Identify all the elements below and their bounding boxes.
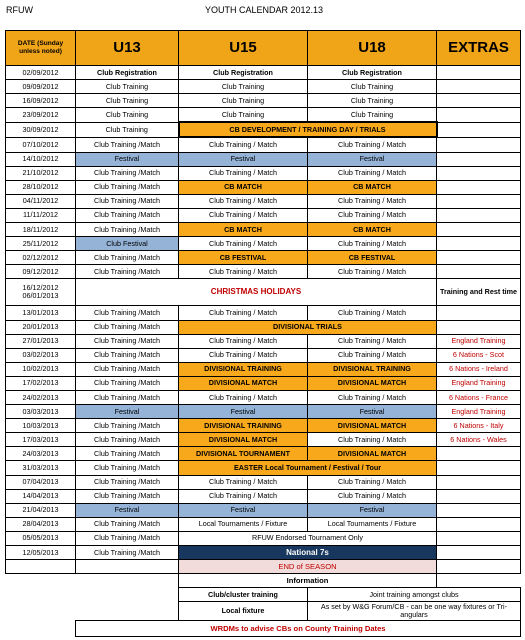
u13-cell: Club Training /Match xyxy=(76,208,179,222)
u18-cell: Festival xyxy=(308,405,437,419)
date-cell: 11/11/2012 xyxy=(6,208,76,222)
u15-cell: Club Training / Match xyxy=(179,265,308,279)
u18-cell: Club Training / Match xyxy=(308,489,437,503)
fixture-label: Local fixture xyxy=(179,602,308,621)
table-row xyxy=(6,279,521,306)
info-fixture-row xyxy=(6,602,521,621)
table-row xyxy=(6,362,521,376)
table-row xyxy=(6,320,521,334)
date-cell: 10/03/2013 xyxy=(6,419,76,433)
table-row xyxy=(6,546,521,560)
table-row xyxy=(6,194,521,208)
date-cell: 16/12/2012 06/01/2013 xyxy=(6,279,76,306)
u18-cell: Festival xyxy=(308,152,437,166)
empty-cell xyxy=(437,560,521,574)
u13-cell: Club Training /Match xyxy=(76,376,179,390)
empty-cell xyxy=(76,588,179,602)
u18-cell: Club Training xyxy=(308,108,437,123)
u15-column-header: U15 xyxy=(179,31,308,66)
u13-cell: Club Training /Match xyxy=(76,137,179,152)
empty-cell xyxy=(76,560,179,574)
u18-cell: Club Training / Match xyxy=(308,334,437,348)
u15-cell: CB FESTIVAL xyxy=(179,251,308,265)
table-row xyxy=(6,180,521,194)
date-cell: 09/09/2012 xyxy=(6,80,76,94)
u18-cell: Club Training / Match xyxy=(308,306,437,320)
u13-cell: Club Training xyxy=(76,94,179,108)
u18-cell: Club Training / Match xyxy=(308,166,437,180)
u18-cell: CB FESTIVAL xyxy=(308,251,437,265)
u15-cell: Club Training / Match xyxy=(179,334,308,348)
u13-cell: Club Training /Match xyxy=(76,166,179,180)
u13-cell: Club Training /Match xyxy=(76,251,179,265)
table-row xyxy=(6,152,521,166)
table-row xyxy=(6,433,521,447)
u18-cell: CB MATCH xyxy=(308,223,437,237)
table-row xyxy=(6,503,521,517)
date-cell: 18/11/2012 xyxy=(6,223,76,237)
u15-cell: Club Training / Match xyxy=(179,348,308,362)
table-row xyxy=(6,251,521,265)
table-row xyxy=(6,348,521,362)
extras-cell xyxy=(437,94,521,108)
date-column-header: DATE (Sunday unless noted) xyxy=(6,31,76,66)
date-cell: 10/02/2013 xyxy=(6,362,76,376)
u18-cell: Club Training / Match xyxy=(308,237,437,251)
date-cell: 03/02/2013 xyxy=(6,348,76,362)
extras-cell xyxy=(437,251,521,265)
u13-cell: Club Training /Match xyxy=(76,362,179,376)
extras-cell xyxy=(437,152,521,166)
extras-cell: England Training xyxy=(437,376,521,390)
date-cell: 16/09/2012 xyxy=(6,94,76,108)
table-row xyxy=(6,447,521,461)
extras-cell xyxy=(437,517,521,531)
date-cell: 21/04/2013 xyxy=(6,503,76,517)
date-cell: 12/05/2013 xyxy=(6,546,76,560)
table-row xyxy=(6,66,521,80)
extras-cell xyxy=(437,531,521,545)
u13-cell: Club Training /Match xyxy=(76,531,179,545)
date-cell: 17/03/2013 xyxy=(6,433,76,447)
empty-cell xyxy=(6,588,76,602)
empty-cell xyxy=(437,574,521,588)
extras-cell xyxy=(437,66,521,80)
extras-cell: England Training xyxy=(437,334,521,348)
extras-cell xyxy=(437,461,521,475)
date-cell: 09/12/2012 xyxy=(6,265,76,279)
table-row xyxy=(6,419,521,433)
extras-cell: 6 Nations - Ireland xyxy=(437,362,521,376)
date-cell: 30/09/2012 xyxy=(6,122,76,137)
u13-cell: Festival xyxy=(76,152,179,166)
u18-column-header: U18 xyxy=(308,31,437,66)
extras-cell xyxy=(437,80,521,94)
u13-cell: Festival xyxy=(76,405,179,419)
u15-cell: CB MATCH xyxy=(179,223,308,237)
cluster-text: Joint training amongst clubs xyxy=(308,588,521,602)
page-title: YOUTH CALENDAR 2012.13 xyxy=(205,5,324,15)
u18-cell: Local Tournaments / Fixture xyxy=(308,517,437,531)
extras-cell: 6 Nations - Wales xyxy=(437,433,521,447)
u18-cell: Club Training / Match xyxy=(308,390,437,404)
date-cell: 25/11/2012 xyxy=(6,237,76,251)
table-row xyxy=(6,223,521,237)
table-row xyxy=(6,208,521,222)
date-cell: 02/12/2012 xyxy=(6,251,76,265)
table-row xyxy=(6,306,521,320)
extras-column-header: EXTRAS xyxy=(437,31,521,66)
u15-cell: DIVISIONAL TRAINING xyxy=(179,419,308,433)
u15-cell: Club Training / Match xyxy=(179,194,308,208)
extras-cell: 6 Nations - France xyxy=(437,390,521,404)
extras-cell xyxy=(437,489,521,503)
table-row xyxy=(6,405,521,419)
u13-cell: Club Training /Match xyxy=(76,320,179,334)
empty-cell xyxy=(6,621,76,637)
table-row xyxy=(6,517,521,531)
u13-cell: Club Training /Match xyxy=(76,433,179,447)
u13-cell: Club Training /Match xyxy=(76,447,179,461)
extras-cell xyxy=(437,166,521,180)
table-row xyxy=(6,265,521,279)
table-row xyxy=(6,166,521,180)
footer-row xyxy=(6,621,521,637)
end-of-season-row xyxy=(6,560,521,574)
u15-cell: Club Training / Match xyxy=(179,237,308,251)
u15-cell: Club Training / Match xyxy=(179,489,308,503)
u13-cell: Club Registration xyxy=(76,66,179,80)
u13-cell: Club Training /Match xyxy=(76,489,179,503)
table-row xyxy=(6,475,521,489)
table-row xyxy=(6,108,521,123)
date-cell: 07/10/2012 xyxy=(6,137,76,152)
u13-cell: Club Training /Match xyxy=(76,419,179,433)
date-cell: 14/04/2013 xyxy=(6,489,76,503)
empty-cell xyxy=(76,602,179,621)
table-row xyxy=(6,237,521,251)
holiday-cell: CHRISTMAS HOLIDAYS xyxy=(76,279,437,306)
info-cluster-row xyxy=(6,588,521,602)
u13-cell: Club Training /Match xyxy=(76,223,179,237)
u13-cell: Club Training /Match xyxy=(76,265,179,279)
u15-cell: Club Training / Match xyxy=(179,306,308,320)
u18-cell: Club Training / Match xyxy=(308,137,437,152)
date-cell: 05/05/2013 xyxy=(6,531,76,545)
u15-cell: Club Training / Match xyxy=(179,208,308,222)
info-title: Information xyxy=(179,574,437,588)
u15-u18-cell: EASTER Local Tournament / Festival / Tour xyxy=(179,461,437,475)
u13-cell: Club Training /Match xyxy=(76,475,179,489)
table-row xyxy=(6,531,521,545)
u15-cell: Festival xyxy=(179,152,308,166)
extras-cell xyxy=(437,475,521,489)
cluster-label: Club/cluster training xyxy=(179,588,308,602)
extras-cell xyxy=(437,208,521,222)
extras-cell xyxy=(437,503,521,517)
extras-cell xyxy=(437,546,521,560)
u13-cell: Festival xyxy=(76,503,179,517)
u18-cell: Festival xyxy=(308,503,437,517)
u18-cell: DIVISIONAL MATCH xyxy=(308,419,437,433)
date-cell: 17/02/2013 xyxy=(6,376,76,390)
national-7s-cell: National 7s xyxy=(179,546,437,560)
u15-cell: DIVISIONAL MATCH xyxy=(179,376,308,390)
u15-u18-cell: RFUW Endorsed Tournament Only xyxy=(179,531,437,545)
empty-cell xyxy=(6,560,76,574)
u15-cell: Club Training / Match xyxy=(179,137,308,152)
u15-cell: DIVISIONAL TRAINING xyxy=(179,362,308,376)
u13-cell: Club Training xyxy=(76,122,179,137)
extras-cell xyxy=(437,108,521,123)
extras-cell xyxy=(437,306,521,320)
u13-cell: Club Training /Match xyxy=(76,517,179,531)
table-row xyxy=(6,376,521,390)
header-row xyxy=(6,31,521,66)
u15-cell: Festival xyxy=(179,503,308,517)
u18-cell: Club Training / Match xyxy=(308,348,437,362)
u13-cell: Club Training /Match xyxy=(76,306,179,320)
extras-cell: 6 Nations - Scot xyxy=(437,348,521,362)
date-cell: 24/02/2013 xyxy=(6,390,76,404)
extras-cell xyxy=(437,237,521,251)
u15-cell: Club Training xyxy=(179,108,308,123)
u15-cell: Club Training / Match xyxy=(179,475,308,489)
u15-cell: DIVISIONAL MATCH xyxy=(179,433,308,447)
table-row xyxy=(6,461,521,475)
u18-cell: Club Training / Match xyxy=(308,475,437,489)
empty-cell xyxy=(6,602,76,621)
u13-cell: Club Festival xyxy=(76,237,179,251)
extras-cell xyxy=(437,223,521,237)
u13-cell: Club Training /Match xyxy=(76,194,179,208)
u18-cell: Club Training / Match xyxy=(308,265,437,279)
date-cell: 27/01/2013 xyxy=(6,334,76,348)
u18-cell: CB MATCH xyxy=(308,180,437,194)
info-title-row xyxy=(6,574,521,588)
u18-cell: DIVISIONAL MATCH xyxy=(308,447,437,461)
u18-cell: DIVISIONAL TRAINING xyxy=(308,362,437,376)
u15-u18-cell: CB DEVELOPMENT / TRAINING DAY / TRIALS xyxy=(179,122,437,137)
u18-cell: Club Training / Match xyxy=(308,194,437,208)
u18-cell: Club Training / Match xyxy=(308,433,437,447)
date-cell: 31/03/2013 xyxy=(6,461,76,475)
table-row xyxy=(6,390,521,404)
u15-cell: Club Registration xyxy=(179,66,308,80)
u15-cell: Local Tournaments / Fixture xyxy=(179,517,308,531)
u15-cell: Festival xyxy=(179,405,308,419)
extras-cell: Training and Rest time xyxy=(437,279,521,306)
calendar-table xyxy=(5,30,521,637)
date-cell: 28/04/2013 xyxy=(6,517,76,531)
u18-cell: DIVISIONAL MATCH xyxy=(308,376,437,390)
u18-cell: Club Registration xyxy=(308,66,437,80)
u18-cell: Club Training / Match xyxy=(308,208,437,222)
date-cell: 21/10/2012 xyxy=(6,166,76,180)
u15-cell: Club Training / Match xyxy=(179,390,308,404)
u15-cell: Club Training xyxy=(179,94,308,108)
u13-cell: Club Training /Match xyxy=(76,348,179,362)
date-cell: 07/04/2013 xyxy=(6,475,76,489)
empty-cell xyxy=(6,574,76,588)
extras-cell xyxy=(437,122,521,137)
u13-column-header: U13 xyxy=(76,31,179,66)
table-row xyxy=(6,80,521,94)
u15-cell: Club Training xyxy=(179,80,308,94)
table-row xyxy=(6,489,521,503)
date-cell: 02/09/2012 xyxy=(6,66,76,80)
extras-cell xyxy=(437,180,521,194)
empty-cell xyxy=(76,574,179,588)
date-cell: 23/09/2012 xyxy=(6,108,76,123)
fixture-text: As set by W&G Forum/CB - can be one way fixtures or Tri-angulars xyxy=(308,602,521,621)
extras-cell xyxy=(437,137,521,152)
footer-note: WRDMs to advise CBs on County Training Dates xyxy=(76,621,521,637)
u13-cell: Club Training xyxy=(76,80,179,94)
u13-cell: Club Training /Match xyxy=(76,461,179,475)
u15-cell: CB MATCH xyxy=(179,180,308,194)
u13-cell: Club Training /Match xyxy=(76,390,179,404)
u15-u18-cell: DIVISIONAL TRIALS xyxy=(179,320,437,334)
date-cell: 04/11/2012 xyxy=(6,194,76,208)
table-row xyxy=(6,334,521,348)
u13-cell: Club Training /Match xyxy=(76,546,179,560)
extras-cell xyxy=(437,447,521,461)
extras-cell xyxy=(437,320,521,334)
extras-cell: England Training xyxy=(437,405,521,419)
date-cell: 28/10/2012 xyxy=(6,180,76,194)
end-of-season-cell: END of SEASON xyxy=(179,560,437,574)
date-cell: 03/03/2013 xyxy=(6,405,76,419)
extras-cell xyxy=(437,265,521,279)
table-row xyxy=(6,94,521,108)
extras-cell xyxy=(437,194,521,208)
u15-cell: DIVISIONAL TOURNAMENT xyxy=(179,447,308,461)
date-cell: 24/03/2013 xyxy=(6,447,76,461)
u18-cell: Club Training xyxy=(308,94,437,108)
org-name: RFUW xyxy=(6,5,33,15)
u13-cell: Club Training /Match xyxy=(76,334,179,348)
u13-cell: Club Training xyxy=(76,108,179,123)
u13-cell: Club Training /Match xyxy=(76,180,179,194)
u18-cell: Club Training xyxy=(308,80,437,94)
date-cell: 13/01/2013 xyxy=(6,306,76,320)
table-row xyxy=(6,137,521,152)
date-cell: 14/10/2012 xyxy=(6,152,76,166)
table-row xyxy=(6,122,521,137)
extras-cell: 6 Nations - Italy xyxy=(437,419,521,433)
u15-cell: Club Training / Match xyxy=(179,166,308,180)
date-cell: 20/01/2013 xyxy=(6,320,76,334)
